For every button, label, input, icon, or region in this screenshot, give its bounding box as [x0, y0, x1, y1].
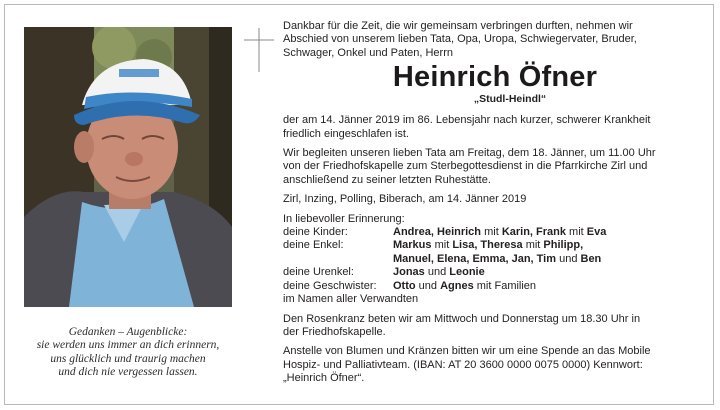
- mourner-name: Philipp,: [543, 239, 584, 252]
- mourner-connector: mit: [431, 239, 453, 252]
- quote-line: sie werden uns immer an dich erinnern,: [36, 339, 220, 352]
- mourner-label: [283, 253, 393, 266]
- mourner-name: Leonie: [449, 266, 485, 279]
- funeral-line: von der Friedhofskapelle zum Sterbegottesdienst in die Pfarrkirche Zirl und: [283, 160, 648, 173]
- donation-info: [283, 345, 695, 385]
- memory-heading: In liebevoller Erinnerung:: [283, 212, 405, 225]
- mourner-name: Andrea, Heinrich: [393, 226, 482, 239]
- mourner-label: deine Kinder:: [283, 226, 348, 239]
- mourner-names: [393, 253, 695, 266]
- mourner-row: [283, 239, 695, 252]
- mourner-name: Lisa, Theresa: [452, 239, 523, 252]
- mourner-connector: mit: [566, 226, 587, 239]
- funeral-line: anschließend zu seiner letzten Ruhestätte.: [283, 173, 491, 186]
- intro-paragraph: [283, 20, 695, 60]
- mourner-name: Karin, Frank: [501, 226, 566, 239]
- donation-line: „Heinrich Öfner“.: [283, 372, 365, 385]
- portrait-photo: [24, 27, 232, 307]
- mourner-label: deine Geschwister:: [283, 279, 377, 292]
- funeral-info: [283, 147, 695, 187]
- mourner-name: Manuel, Elena, Emma, Jan, Tim: [393, 252, 557, 265]
- funeral-line: Wir begleiten unseren lieben Tata am Freitag, dem 18. Jänner, um 11.00 Uhr: [283, 147, 656, 160]
- intro-line: Schwager, Onkel und Paten, Herrn: [283, 46, 453, 59]
- mourner-name: Eva: [586, 226, 607, 239]
- mourner-row: [283, 266, 695, 279]
- mourner-name: Markus: [393, 239, 432, 252]
- mourner-row: [283, 280, 695, 293]
- mourner-name: Ben: [580, 252, 602, 265]
- quote-line: uns glücklich und traurig machen: [50, 352, 206, 365]
- cross-icon: [244, 28, 274, 72]
- place-date: Zirl, Inzing, Polling, Biberach, am 14. Jänner 2019: [283, 193, 527, 206]
- mourner-names: [393, 280, 695, 293]
- deceased-name: Heinrich Öfner: [392, 61, 598, 94]
- mourner-connector: und: [424, 266, 450, 279]
- quote-line: Gedanken – Augenblicke:: [68, 326, 188, 338]
- death-line: friedlich eingeschlafen ist.: [283, 127, 409, 140]
- mourner-connector: mit: [522, 239, 544, 252]
- rosary-line: der Friedhofskapelle.: [283, 325, 386, 338]
- mourner-row: [283, 253, 695, 266]
- mourner-connector: und: [556, 252, 581, 265]
- rosary-info: [283, 313, 695, 340]
- mourner-name: Agnes: [440, 279, 474, 292]
- memorial-quote: [14, 326, 242, 380]
- donation-line: Hospiz- und Palliativteam. (IBAN: AT 20 3600 0000 0075 0000) Kennwort:: [283, 358, 643, 371]
- mourner-names: [393, 239, 695, 252]
- mourner-connector: mit Familien: [473, 279, 537, 292]
- rosary-line: Den Rosenkranz beten wir am Mittwoch und Donnerstag um 18.30 Uhr in: [283, 312, 641, 325]
- mourner-connector: und: [415, 279, 441, 292]
- mourner-label: deine Urenkel:: [283, 266, 354, 279]
- all-relatives: im Namen aller Verwandten: [283, 293, 419, 306]
- mourner-names: [393, 266, 695, 279]
- mourner-name: Jonas: [393, 266, 425, 279]
- mourner-name: Otto: [393, 279, 416, 292]
- quote-line: und dich nie vergessen lassen.: [58, 366, 198, 379]
- death-line: der am 14. Jänner 2019 im 86. Lebensjahr nach kurzer, schwerer Krankheit: [283, 114, 651, 127]
- death-notice: [283, 114, 695, 141]
- obituary-text: [283, 20, 695, 386]
- mourner-label: deine Enkel:: [283, 239, 344, 252]
- mourner-connector: mit: [481, 226, 502, 239]
- donation-line: Anstelle von Blumen und Kränzen bitten wir um eine Spende an das Mobile: [283, 345, 651, 358]
- intro-line: Dankbar für die Zeit, die wir gemeinsam verbringen durften, nehmen wir: [283, 20, 633, 32]
- mourner-row: [283, 226, 695, 239]
- nickname: „Studl-Heindl“: [473, 93, 547, 106]
- mourner-names: [393, 226, 695, 239]
- intro-line: Abschied von unserem lieben Tata, Opa, Uropa, Schwiegervater, Bruder,: [283, 33, 637, 46]
- mourners-list: [283, 226, 695, 293]
